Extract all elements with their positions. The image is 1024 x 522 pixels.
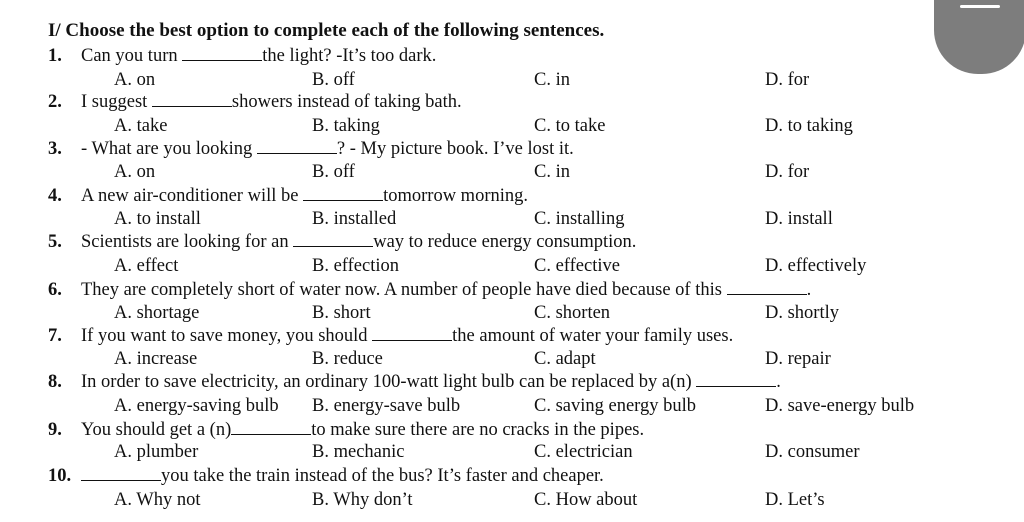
option-a: A. to install [114, 209, 201, 229]
question-text-after: . [806, 280, 812, 300]
option-a: A. Why not [114, 490, 201, 510]
question-text-after: the amount of water your family uses. [452, 326, 734, 346]
option-a: A. plumber [114, 442, 199, 462]
option-c: C. to take [534, 116, 606, 136]
question-text-before: A new air-conditioner will be [81, 186, 304, 206]
answer-blank [293, 232, 373, 247]
option-b: B. taking [312, 116, 380, 136]
question-text [81, 466, 604, 487]
option-c: C. saving energy bulb [534, 396, 697, 416]
question-text [81, 280, 811, 301]
answer-blank [727, 280, 807, 295]
question-number: 3. [48, 139, 62, 159]
answer-blank [257, 139, 337, 154]
option-a: A. shortage [114, 303, 200, 323]
option-c: C. shorten [534, 303, 611, 323]
question-text-before: If you want to save money, you should [81, 326, 373, 346]
option-b: B. off [312, 70, 355, 90]
option-b: B. energy-save bulb [312, 396, 461, 416]
grip-icon [960, 5, 1000, 8]
option-b: B. reduce [312, 349, 383, 369]
question-text-before: - What are you looking [81, 139, 257, 159]
option-d: D. for [765, 70, 810, 90]
question-text-before: They are completely short of water now. A number of people have died because of this [81, 280, 727, 300]
question-text-after: to make sure there are no cracks in the pipes. [311, 420, 645, 440]
question-number: 10. [48, 466, 72, 486]
option-d: D. repair [765, 349, 831, 369]
option-d: D. to taking [765, 116, 853, 136]
option-d: D. save-energy bulb [765, 396, 915, 416]
question-text-after: the light? -It’s too dark. [262, 46, 437, 66]
question-number: 1. [48, 46, 62, 66]
question-number: 9. [48, 420, 62, 440]
question-text [81, 139, 574, 160]
question-text-after: you take the train instead of the bus? It’s faster and cheaper. [161, 466, 604, 486]
option-d: D. consumer [765, 442, 860, 462]
question-text-before: In order to save electricity, an ordinary 100-watt light bulb can be replaced by a(n) [81, 372, 697, 392]
question-number: 2. [48, 92, 62, 112]
option-b: B. off [312, 162, 355, 182]
option-a: A. on [114, 162, 156, 182]
option-b: B. short [312, 303, 371, 323]
scroll-handle[interactable] [934, 0, 1024, 74]
question-text [81, 92, 462, 113]
option-a: A. on [114, 70, 156, 90]
question-number: 8. [48, 372, 62, 392]
option-d: D. effectively [765, 256, 867, 276]
option-c: C. in [534, 70, 570, 90]
answer-blank [81, 466, 161, 481]
answer-blank [152, 92, 232, 107]
option-d: D. install [765, 209, 833, 229]
answer-blank [696, 372, 776, 387]
answer-blank [231, 420, 311, 435]
question-text-before: Scientists are looking for an [81, 232, 294, 252]
question-number: 7. [48, 326, 62, 346]
section-title: I/ Choose the best option to complete each of the following sentences. [48, 20, 605, 41]
question-number: 4. [48, 186, 62, 206]
option-b: B. effection [312, 256, 399, 276]
option-a: A. increase [114, 349, 198, 369]
option-c: C. How about [534, 490, 638, 510]
option-c: C. electrician [534, 442, 633, 462]
question-text-after: tomorrow morning. [383, 186, 528, 206]
question-text-after: showers instead of taking bath. [231, 92, 462, 112]
option-b: B. mechanic [312, 442, 405, 462]
question-text [81, 326, 733, 347]
answer-blank [303, 186, 383, 201]
question-text [81, 186, 528, 207]
question-text-after: . [776, 372, 781, 392]
option-c: C. effective [534, 256, 620, 276]
option-c: C. in [534, 162, 570, 182]
option-b: B. Why don’t [312, 490, 413, 510]
question-text-after: ? - My picture book. I’ve lost it. [336, 139, 574, 159]
option-b: B. installed [312, 209, 397, 229]
question-number: 6. [48, 280, 62, 300]
question-text [81, 420, 644, 441]
question-text-before: Can you turn [81, 46, 183, 66]
option-c: C. installing [534, 209, 625, 229]
option-d: D. Let’s [765, 490, 825, 510]
question-text [81, 372, 781, 393]
question-text [81, 232, 636, 253]
question-text-before: I suggest [81, 92, 152, 112]
question-text-before: You should get a (n) [81, 420, 232, 440]
option-c: C. adapt [534, 349, 596, 369]
question-text-after: way to reduce energy consumption. [373, 232, 637, 252]
answer-blank [372, 326, 452, 341]
option-d: D. shortly [765, 303, 839, 323]
answer-blank [182, 46, 262, 61]
option-d: D. for [765, 162, 810, 182]
option-a: A. take [114, 116, 168, 136]
question-text [81, 46, 436, 67]
question-number: 5. [48, 232, 62, 252]
option-a: A. effect [114, 256, 179, 276]
option-a: A. energy-saving bulb [114, 396, 279, 416]
